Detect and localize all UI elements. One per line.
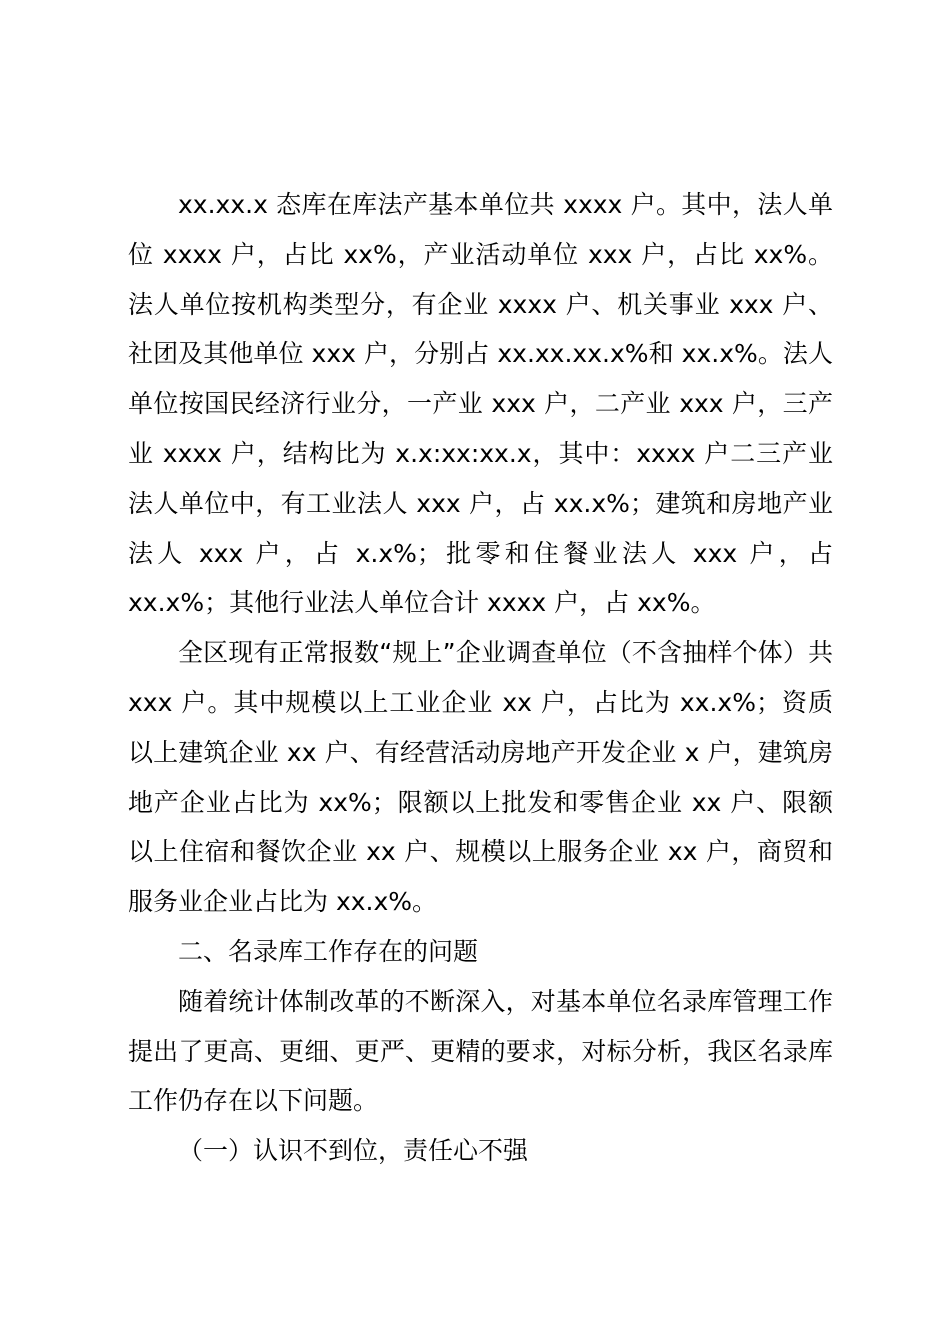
subsection-heading: （一）认识不到位，责任心不强 — [178, 1136, 529, 1166]
paragraph-unit-statistics: xx.xx.x 态库在库法产基本单位共 xxxx 户。其中，法人单位 xxxx 户，占比 xx%，产业活动单位 xxx 户，占比 xx%。法人单位按机构类型分，有企业 xxxx 户、机关事业 xxx 户、社团及其他单位 xxx 户，分别占 xx.xx.xx.x%和 xx.x%。法人单位按国民经济行业分，一产业 xxx 户，二产业 xxx 户，三产业 xxxx 户，结构比为 x.x:xx:xx.x，其中：xxxx 户二三产业法人单位中，有工业法人 xxx 户，占 xx.x%；建筑和房地产业法人 xxx 户，占 x.x%；批零和住餐业法人 xxx 户，占 xx.x%；其他行业法人单位合计 xxxx 户，占 xx%。 — [128, 190, 833, 618]
section-heading: 二、名录库工作存在的问题 — [178, 936, 479, 966]
document-body — [128, 180, 833, 1176]
paragraph-enterprise-survey: 全区现有正常报数“规上”企业调查单位（不含抽样个体）共 xxx 户。其中规模以上工业企业 xx 户，占比为 xx.x%；资质以上建筑企业 xx 户、有经营活动房地产开发企业 x 户，建筑房地产企业占比为 xx%；限额以上批发和零售企业 xx 户、限额以上住宿和餐饮企业 xx 户、规模以上服务企业 xx 户，商贸和服务业企业占比为 xx.x%。 — [128, 638, 833, 917]
paragraph-section-intro: 随着统计体制改革的不断深入，对基本单位名录库管理工作提出了更高、更细、更严、更精的要求，对标分析，我区名录库工作仍存在以下问题。 — [128, 986, 833, 1116]
